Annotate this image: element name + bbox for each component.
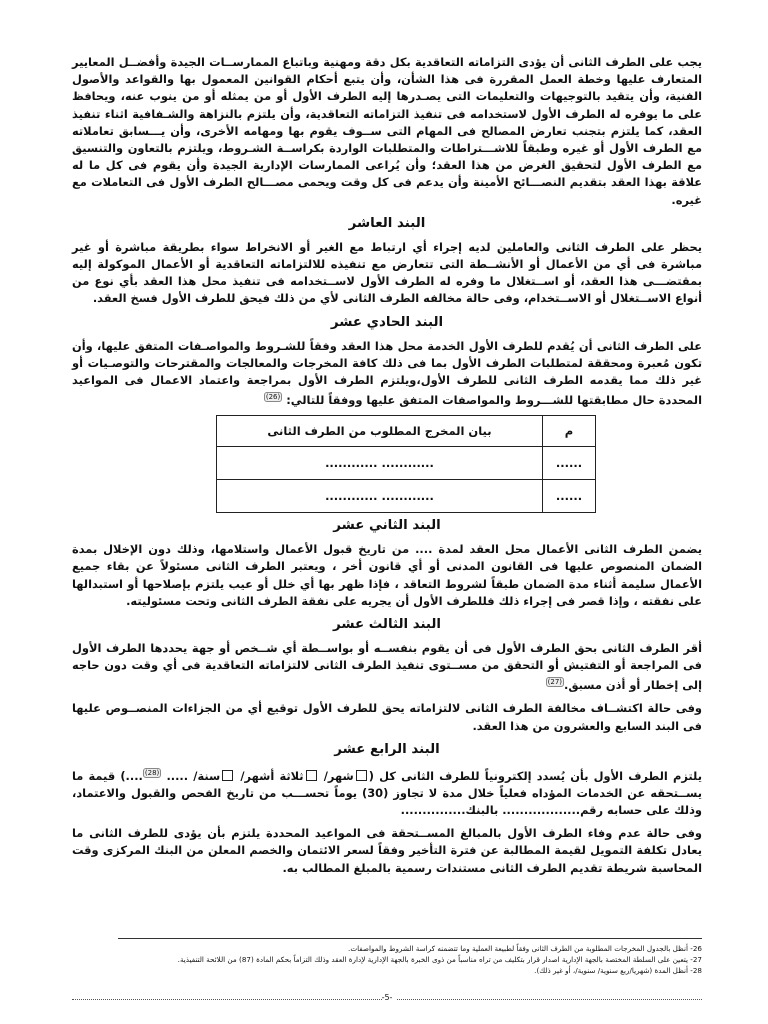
footnotes: [118, 938, 702, 976]
clause-11-text: [72, 338, 702, 410]
footnote-ref-28[interactable]: (28): [144, 768, 160, 777]
document-body: [72, 54, 702, 877]
table-header-number: م: [543, 416, 596, 447]
page-footer: [72, 993, 702, 1005]
intro-paragraph: يجب على الطرف الثانى أن يؤدى التزاماته التعاقدية بكل دقة ومهنية وباتباع الممارســات الجيدة وأفضــل المعايير المتعارف عليها وخطة العمل المقررة فى هذا الشأن، وأن يتبع أحكام القوانين المعمول بها والقواعد والأصول الفنية، وأن يتقيد بالتوجيهات والتعليمات التى يصـدرها إليه الطرف الأول أو من يمثله أو من ينوب عنه، ويحافظ على ما يوفره له الطرف الأول لاستخدامه فى تنفيذ التزاماته التعاقدية، وأن يلتزم بالنزاهة والشـفافية اثناء تنفيذ العقد، كما يلتزم بتجنب تعارض المصالح فى المهام التى ســوف يقوم بها ومهامه الأخرى، وأن يـــسابق تعاملاته مع الطرف الأول أو غيره وطبقاً للاشـــتراطات والمتطلبات الواردة بكراســة الشـروط، ويلتزم بالتعاون والتنسيق مع الطرف الأول لتحقيق الغرض من هذا العقد؛ وأن يُراعى الممارسات الإدارية الجيدة وأن يقوم فى كل ما له علاقة بهذا العقد بتقديم النصـــائح الأمينة وأن يدعم فى كل وقت ويحمى مصـــالح الطرف الأول فى التعاملات مع غيره.: [72, 55, 702, 207]
checkbox-month[interactable]: [356, 770, 367, 781]
clause-14-title: البند الرابع عشر: [334, 741, 440, 757]
table-header-row: [217, 416, 596, 447]
table-cell-number: ......: [543, 447, 596, 480]
clause-11-body: على الطرف الثانى أن يُقدم للطرف الأول الخدمة محل هذا العقد وفقاً للشـروط والمواصـفات المتفق عليها، وأن تكون مُعبرة ومحققة لمتطلبات الطرف الأول بما فى ذلك كافة المخرجات والمعالجات والمقترحات والتوصـيات أو غير ذلك مما يقدمه الطرف الثانى للطرف الأول،ويلتزم الطرف الأول بمراجعة واعتماد الاعمال فى المواعيد المحددة حال مطابقتها للشـــروط والمواصفات المتفق عليها ووفقاً للتالي:: [72, 338, 702, 408]
table-cell-number: ......: [543, 480, 596, 513]
footnote-ref-27[interactable]: (27): [547, 678, 563, 687]
footnote-28: 28- أنظل المدة (شهريا/ربع سنوية/ سنوية/، أو غير ذلك).: [534, 966, 702, 975]
footer-rule-right: [392, 999, 702, 1000]
clause-11-title: البند الحادي عشر: [330, 314, 444, 330]
page-number: -5-: [378, 993, 397, 1002]
clause-14-body-a: يلتزم الطرف الأول بأن يُسدد إلكترونياً للطرف الثانى كل (: [368, 768, 702, 783]
checkbox-3months[interactable]: [306, 770, 317, 781]
outputs-table: [216, 415, 596, 513]
table-header-output: بيان المخرج المطلوب من الطرف الثانى: [217, 416, 543, 447]
table-row: [217, 480, 596, 513]
footnote-ref-26[interactable]: (26): [265, 393, 281, 402]
option-month-label: شهر/: [323, 768, 354, 783]
clause-12-title: البند الثاني عشر: [333, 518, 441, 534]
clause-10-text: يحظر على الطرف الثانى والعاملين لديه إجراء أي ارتباط مع الغير أو الانخراط سواء بطريقة مباشرة أو غير مباشرة فى أي من الأعمال أو الأنشــطة التى تتعارض مع تنفيذه للالتزاماته التعاقدية أو الأعمال الموكولة إليه بمقتضـــى هذا العقد، أو اســتغلال ما وفره له الطرف الأول لاســتخدامه فى تنفيذ محل هذا العقد بأي نوع من أنواع الاســتغلال أو الاســتخدام، وفى حالة مخالفه الطرف الثانى لأي من ذلك فيحق للطرف الأول فسخ العقد.: [72, 239, 702, 306]
table-cell-output: ............ ............: [217, 480, 543, 513]
option-3months-label: ثلاثة أشهر/: [240, 768, 304, 783]
clause-14-text-1: [72, 765, 702, 819]
checkbox-year[interactable]: [222, 770, 233, 781]
option-year-label: سنة/: [193, 768, 221, 783]
footer-rule-left: [72, 999, 382, 1000]
table-cell-output: ............ ............: [217, 447, 543, 480]
clause-13-text-1: [72, 640, 702, 694]
table-row: [217, 447, 596, 480]
footnote-27: 27- يتعين على السلطة المختصة بالجهة الإدارية اصدار قرار بتكليف من تراه مناسباً من ذوى الخبرة بالجهة الإدارية لإدارة العقد وذلك التزاماً بحكم المادة (87) من اللائحة التنفيذية.: [177, 955, 702, 964]
clause-13-text-2: وفى حالة اكتشــاف مخالفة الطرف الثانى لالتزاماته يحق للطرف الأول توقيع أي من الجزاءات المنصــوص عليها فى البند السابع والعشرون من هذا العقد.: [72, 701, 702, 733]
clause-14-text-2: وفى حالة عدم وفاء الطرف الأول بالمبالغ المســتحقة فى المواعيد المحددة يلتزم بأن يؤدى للطرف الثانى ما يعادل تكلفة التمويل لقيمة المطالبة عن فترة التأخير وفقاً لسعر الائتمان والخصم المعلن من البنك المركزى وقت المحاسبة شريطة تقديم الطرف الثانى مستندات رسمية بالمبلغ المطالب به.: [72, 826, 702, 875]
clause-12-text: يضمن الطرف الثانى الأعمال محل العقد لمدة .... من تاريخ قبول الأعمال واستلامها، وذلك دون الإخلال بمدة الضمان المنصوص عليها فى القانون المدنى أو أي قانون أخر ، ويعتبر الطرف الثانى مسئولاً عن بقاء جميع الأعمال سليمة أثناء مدة الضمان طبقاً لشروط التعاقد ، فإذا ظهر بها أي خلل أو عيب يلتزم بإصلاحها أو استبدالها على نفقته ، وإذا قصر فى إجراء ذلك فللطرف الأول أن يجريه على نفقة الطرف الثانى وتحت مسئوليته.: [72, 542, 702, 608]
option-other-label: .....: [166, 768, 189, 783]
clause-13-body-1: أقر الطرف الثانى بحق الطرف الأول فى أن يقوم بنفســه أو بواســطة أي شــخص أو جهة يحددها الطرف الأول فى المراجعة أو التفتيش أو التحقق من مســتوى تنفيذ الطرف الثانى لالتزاماته التعاقدية فى أي وقت دون حاجه إلى إخطار أو أذن مسبق.: [72, 641, 702, 693]
clause-10-title: البند العاشر: [348, 215, 426, 231]
clause-14-body-b: ....) قيمة ما يســتحقه عن الخدمات المؤداه فعلياً خلال مدة لا تجاوز (30) يوماً تحســـب من تاريخ الفحص والقبول والاعتماد، وذلك على حسابه رقم.................. بالبنك...............: [72, 768, 703, 818]
clause-13-title: البند الثالث عشر: [332, 617, 442, 633]
footnote-26: 26- أنظل بالجدول المخرجات المطلوبة من الطرف الثانى وفقاً لطبيعة العملية وما تتضمنه كراسة الشروط والمواصفات.: [348, 944, 702, 953]
